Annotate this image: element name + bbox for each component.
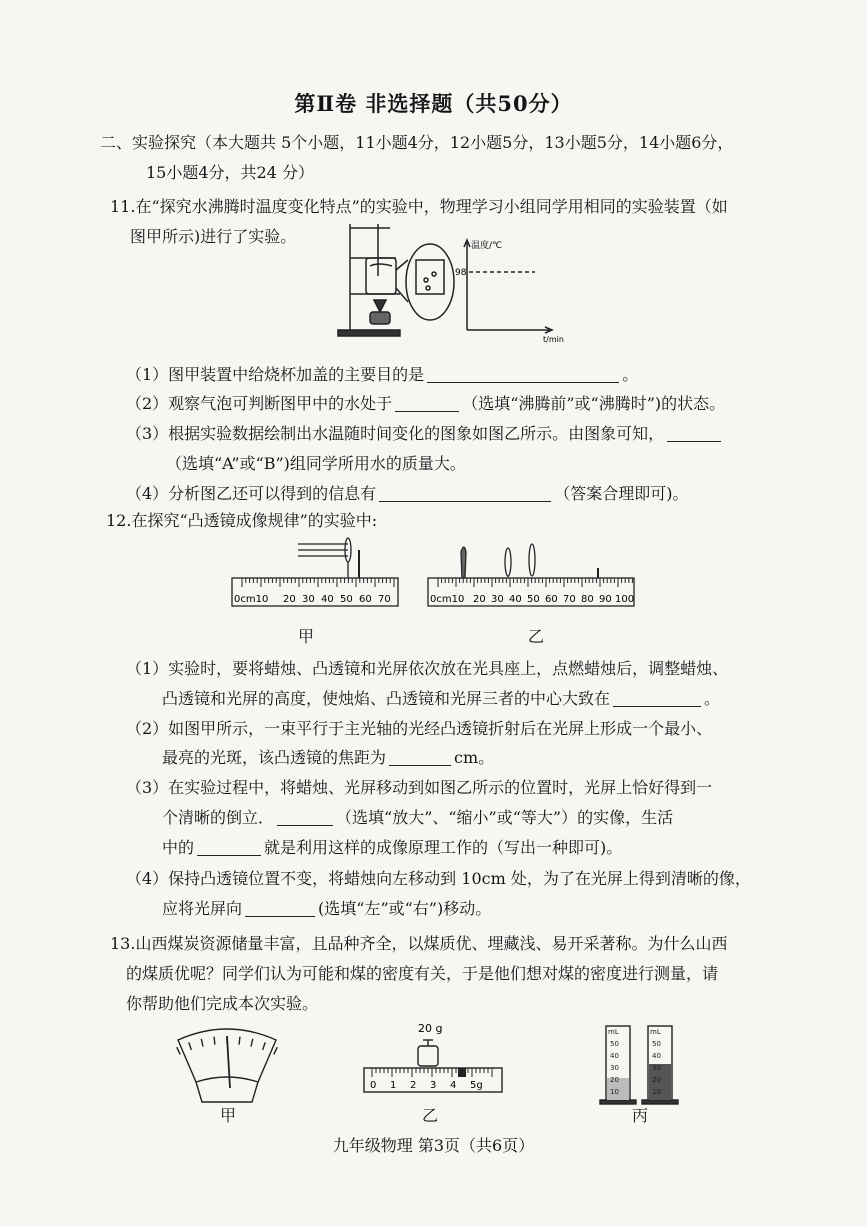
dial-tick-mark bbox=[239, 1037, 240, 1045]
dial-tick-mark bbox=[201, 1039, 203, 1047]
graph-x-label: t/min bbox=[543, 335, 564, 344]
q12-sub3-text-b: （选填“放大”、“缩小”或“等大”）的实像，生活 bbox=[336, 808, 674, 827]
q12-sub3-text-c: 中的 bbox=[162, 838, 195, 857]
dial-tick-mark bbox=[274, 1047, 277, 1054]
cyl-right-tick-50: 50 bbox=[652, 1040, 661, 1048]
q11-sub2-text-a: （2）观察气泡可判断图甲中的水处于 bbox=[126, 394, 393, 413]
q12-sub4-line1: （4）保持凸透镜位置不变，将蜡烛向左移动到 10cm 处，为了在光屏上得到清晰的像， bbox=[126, 869, 751, 888]
dial-tick-mark bbox=[214, 1037, 215, 1045]
q12-sub2-text-a: 最亮的光斑，该凸透镜的焦距为 bbox=[162, 748, 387, 767]
beam-label-2: 2 bbox=[410, 1080, 417, 1091]
q11-sub3-line1 bbox=[126, 421, 724, 444]
stand-base bbox=[338, 330, 400, 336]
q11-sub2 bbox=[126, 391, 725, 414]
dial-tick-mark bbox=[263, 1042, 266, 1050]
q13-line1: 13.山西煤炭资源储量丰富，且品种齐全，以煤质优、埋藏浅、易开采著称。为什么山西 bbox=[110, 934, 728, 953]
q12-sub4-text-a: 应将光屏向 bbox=[162, 899, 243, 918]
ruler-yi-label-5: 60 bbox=[545, 594, 558, 605]
dial-pointer bbox=[227, 1036, 230, 1088]
magnified-bubble-view bbox=[406, 244, 454, 320]
ruler-jia-label-3: 40 bbox=[321, 594, 334, 605]
graph-y-label: 温度/℃ bbox=[471, 241, 503, 251]
q12-sub4-blank[interactable] bbox=[245, 901, 315, 917]
optical-bench-jia bbox=[228, 532, 404, 612]
q11-sub1 bbox=[126, 362, 638, 385]
q13-caption-jia: 甲 bbox=[220, 1106, 237, 1125]
q11-sub4-blank[interactable] bbox=[379, 486, 551, 502]
q13-line2: 的煤质优呢？同学们认为可能和煤的密度有关，于是他们想对煤的密度进行测量，请 bbox=[126, 964, 719, 983]
beam-label-0: 0 bbox=[370, 1080, 377, 1091]
q13-caption-yi: 乙 bbox=[422, 1106, 439, 1125]
q11-sub1-text: （1）图甲装置中给烧杯加盖的主要目的是 bbox=[126, 365, 425, 384]
cyl-left-tick-30: 30 bbox=[610, 1064, 619, 1072]
cylinder-left-unit: mL bbox=[608, 1028, 619, 1036]
dial-tick-mark bbox=[189, 1042, 192, 1050]
q12-sub3-text-d: 就是利用这样的成像原理工作的（写出一种即可)。 bbox=[264, 838, 623, 857]
ruler-yi-label-8: 90 bbox=[599, 594, 612, 605]
q11-sub3-text-b: （选填“A”或“B”)组同学所用水的质量大。 bbox=[166, 454, 466, 473]
beam-label-5: 5g bbox=[470, 1080, 483, 1091]
q11-sub2-blank[interactable] bbox=[395, 396, 459, 412]
beam-and-rider bbox=[358, 1018, 508, 1098]
ruler-yi-label-3: 40 bbox=[509, 594, 522, 605]
weight-20g bbox=[418, 1046, 438, 1066]
q12-sub1-line1: （1）实验时，要将蜡烛、凸透镜和光屏依次放在光具座上，点燃蜡烛后，调整蜡烛、 bbox=[126, 659, 729, 678]
q12-sub2-blank[interactable] bbox=[389, 750, 451, 766]
section-heading-line1: 二、实验探究（本大题共 5个小题，11小题4分，12小题5分，13小题5分，14小题6分， bbox=[100, 133, 734, 152]
q12-sub3-blank1[interactable] bbox=[277, 810, 333, 826]
beam-label-4: 4 bbox=[450, 1080, 457, 1091]
measuring-cylinders bbox=[596, 1020, 686, 1106]
q11-stem-line2: 图甲所示)进行了实验。 bbox=[130, 227, 297, 246]
dial-tick-mark bbox=[177, 1047, 180, 1054]
ruler-jia-label-2: 30 bbox=[302, 594, 315, 605]
ruler-jia-label-4: 50 bbox=[340, 594, 353, 605]
ruler-yi-label-4: 50 bbox=[527, 594, 540, 605]
ruler-jia-label-0: 0cm10 bbox=[234, 594, 269, 605]
q12-sub1-line2 bbox=[162, 686, 720, 709]
q11-sub3-blank[interactable] bbox=[667, 426, 721, 442]
q11-sub4-text-b: （答案合理即可)。 bbox=[554, 484, 689, 503]
optical-bench-yi bbox=[424, 538, 638, 612]
cyl-right-tick-40: 40 bbox=[652, 1052, 661, 1060]
q12-caption-jia: 甲 bbox=[298, 627, 315, 646]
weight-label: 20 g bbox=[418, 1022, 443, 1035]
ruler-yi-label-6: 70 bbox=[563, 594, 576, 605]
q12-sub4-text-b: (选填“左”或“右”)移动。 bbox=[318, 899, 492, 918]
q12-sub3-blank2[interactable] bbox=[197, 840, 261, 856]
balance-scale-dial bbox=[172, 1024, 282, 1104]
q12-sub1-text-b: 。 bbox=[704, 689, 721, 708]
q11-sub4 bbox=[126, 481, 688, 504]
q12-sub3-text-a: 个清晰的倒立． bbox=[162, 808, 275, 827]
q12-sub3-line3 bbox=[162, 835, 622, 858]
ruler-jia-label-5: 60 bbox=[359, 594, 372, 605]
q12-sub1-blank[interactable] bbox=[613, 691, 701, 707]
q13-caption-bing: 丙 bbox=[632, 1106, 649, 1125]
q12-caption-yi: 乙 bbox=[528, 627, 545, 646]
q12-sub4-line2 bbox=[162, 896, 491, 919]
q11-sub1-blank[interactable] bbox=[427, 367, 619, 383]
beam-label-3: 3 bbox=[430, 1080, 437, 1091]
section-heading-line2: 15小题4分，共24 分） bbox=[146, 163, 314, 182]
rider bbox=[458, 1068, 466, 1077]
convex-lens-yi bbox=[505, 548, 511, 576]
q11-sub1-end: 。 bbox=[622, 365, 639, 384]
beam-label-1: 1 bbox=[390, 1080, 397, 1091]
ruler-jia-label-1: 20 bbox=[283, 594, 296, 605]
cylinder-right-unit: mL bbox=[650, 1028, 661, 1036]
cyl-left-tick-50: 50 bbox=[610, 1040, 619, 1048]
q12-sub2-text-b: cm。 bbox=[454, 748, 495, 767]
q12-sub2-line1: （2）如图甲所示，一束平行于主光轴的光经凸透镜折射后在光屏上形成一个最小、 bbox=[126, 719, 713, 738]
graph-y-tick: 98 bbox=[455, 268, 467, 278]
cyl-right-tick-30: 30 bbox=[652, 1064, 661, 1072]
q11-sub3-text-a: （3）根据实验数据绘制出水温随时间变化的图象如图乙所示。由图象可知， bbox=[126, 424, 665, 443]
ruler-yi-label-1: 20 bbox=[473, 594, 486, 605]
q11-sub4-text-a: （4）分析图乙还可以得到的信息有 bbox=[126, 484, 377, 503]
dial-tick-mark bbox=[251, 1039, 253, 1047]
cyl-right-tick-20: 20 bbox=[652, 1076, 661, 1084]
page-footer: 九年级物理 第3页（共6页） bbox=[332, 1136, 535, 1155]
temperature-time-graph bbox=[455, 234, 565, 346]
ruler-yi-label-9: 100 bbox=[615, 594, 635, 605]
boiling-apparatus-figure bbox=[330, 214, 460, 344]
cyl-right-tick-10: 10 bbox=[652, 1088, 661, 1096]
page-title: 第Ⅱ卷 非选择题（共50分） bbox=[294, 91, 573, 116]
ruler-yi-label-7: 80 bbox=[581, 594, 594, 605]
ruler-yi-label-2: 30 bbox=[491, 594, 504, 605]
ruler-jia-label-6: 70 bbox=[378, 594, 391, 605]
q12-sub1-text-a: 凸透镜和光屏的高度，使烛焰、凸透镜和光屏三者的中心大致在 bbox=[162, 689, 611, 708]
candle bbox=[461, 547, 466, 578]
q13-line3: 你帮助他们完成本次实验。 bbox=[126, 994, 319, 1013]
q12-sub2-line2 bbox=[162, 745, 494, 768]
q12-stem: 12.在探究“凸透镜成像规律”的实验中: bbox=[106, 511, 378, 530]
burner-flame bbox=[374, 300, 386, 312]
ruler-yi-label-0: 0cm10 bbox=[430, 594, 465, 605]
cyl-left-tick-10: 10 bbox=[610, 1088, 619, 1096]
q11-stem-line1: 11.在“探究水沸腾时温度变化特点”的实验中，物理学习小组同学用相同的实验装置（如 bbox=[110, 197, 728, 216]
q12-sub3-line1: （3）在实验过程中，将蜡烛、光屏移动到如图乙所示的位置时，光屏上恰好得到一 bbox=[126, 778, 713, 797]
q12-sub3-line2 bbox=[162, 805, 673, 828]
cyl-left-tick-20: 20 bbox=[610, 1076, 619, 1084]
cyl-left-tick-40: 40 bbox=[610, 1052, 619, 1060]
alcohol-lamp bbox=[370, 312, 390, 324]
q11-sub2-text-b: （选填“沸腾前”或“沸腾时”)的状态。 bbox=[462, 394, 726, 413]
